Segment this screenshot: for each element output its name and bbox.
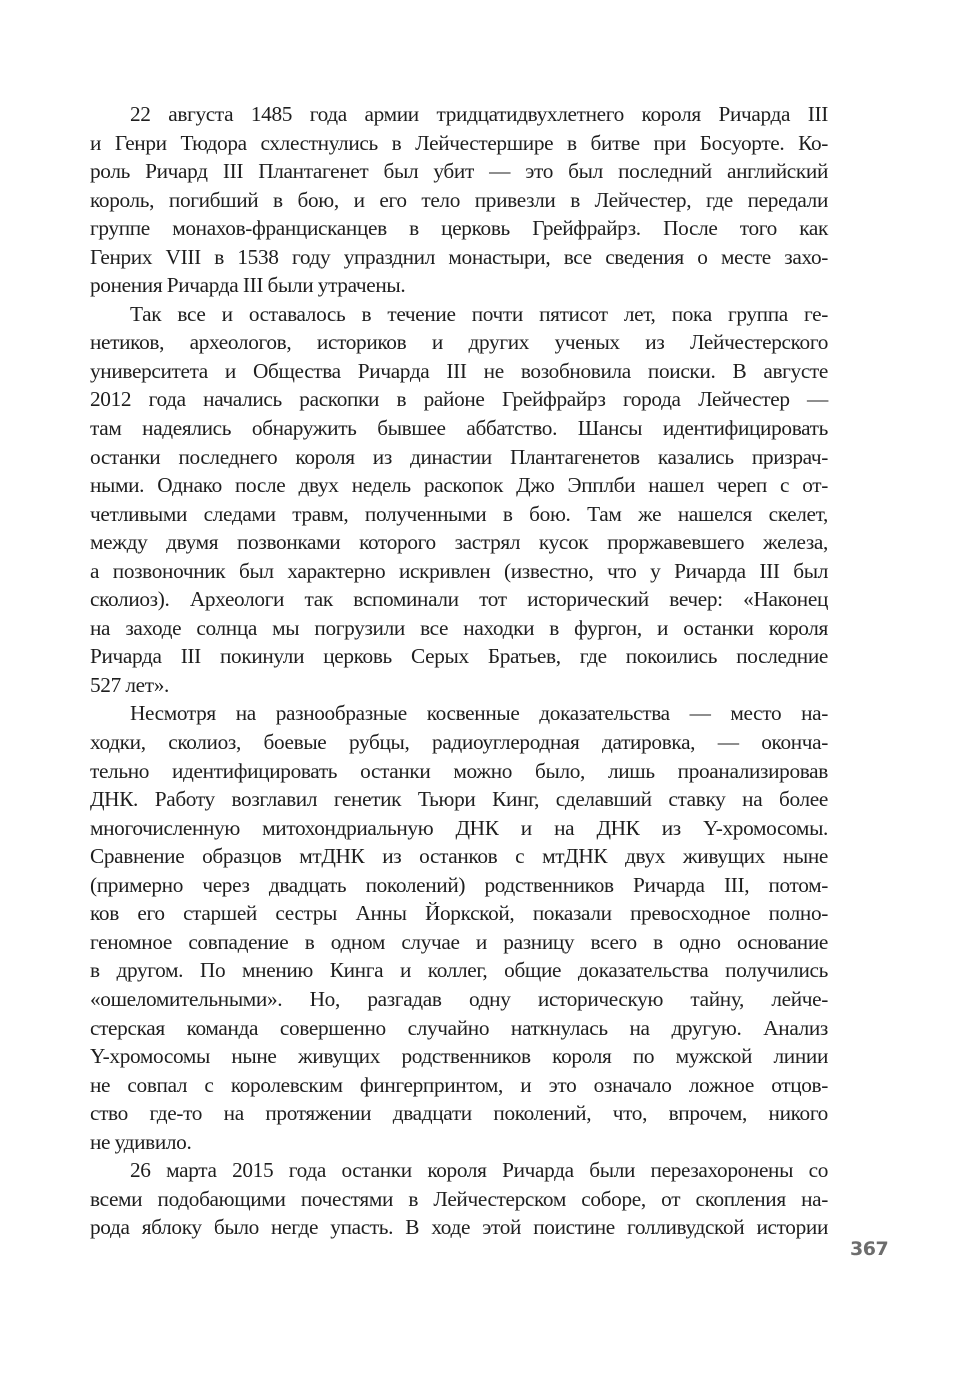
text-line: 2012 года начались раскопки в районе Грейфрайрз города Лейчестер —	[90, 387, 828, 412]
text-line: роль Ричард III Плантагенет был убит — это был последний английский	[90, 159, 828, 184]
text-line: 527 лет».	[90, 672, 169, 697]
text-line: не удивило.	[90, 1129, 192, 1154]
text-line: «ошеломительными». Но, разгадав одну историческую тайну, лейче-	[90, 986, 828, 1011]
text-line: 22 августа 1485 года армии тридцатидвухлетнего короля Ричарда III	[130, 102, 828, 126]
text-line: в другом. По мнению Кинга и коллег, общие доказательства получились	[90, 958, 828, 983]
text-line: ными. Однако после двух недель раскопок Джо Эпплби нашел череп с от-	[90, 473, 828, 498]
text-line: Ричарда III покинули церковь Серых Братьев, где покоились последние	[90, 644, 828, 669]
paragraph-4	[90, 1156, 828, 1242]
text-line: не совпал с королевским фингерпринтом, и это означало ложное отцов-	[90, 1072, 828, 1097]
text-line: всеми подобающими почестями в Лейчестерском соборе, от скопления на-	[90, 1186, 828, 1211]
text-line: 26 марта 2015 года останки короля Ричарда были перезахоронены со	[130, 1158, 828, 1183]
text-line: геномное совпадение в одном случае и разницу всего в одно основание	[90, 929, 828, 954]
text-line: а позвоночник был характерно искривлен (известно, что у Ричарда III был	[90, 558, 828, 583]
text-line: и Генри Тюдора схлестнулись в Лейчестершире в битве при Босуорте. Ко-	[90, 130, 828, 155]
body-text	[90, 100, 828, 1242]
text-line: группе монахов-францисканцев в церковь Грейфрайрз. После того как	[90, 216, 828, 241]
text-line: Так все и оставалось в течение почти пятисот лет, пока группа ге-	[130, 301, 828, 326]
paragraph-2	[90, 300, 828, 700]
paragraph-1	[90, 100, 828, 300]
text-line: ходки, сколиоз, боевые рубцы, радиоуглеродная датировка, — оконча-	[90, 730, 828, 755]
text-line: Сравнение образцов мтДНК из останков с мтДНК двух живущих ныне	[90, 844, 828, 869]
text-line: останки последнего короля из династии Плантагенетов казались призрач-	[90, 444, 828, 469]
text-line: ронения Ричарда III были утрачены.	[90, 273, 406, 298]
text-line: (примерно через двадцать поколений) родственников Ричарда III, потом-	[90, 872, 828, 897]
text-line: ков его старшей сестры Анны Йоркской, показали превосходное полно-	[90, 901, 828, 926]
text-line: нетиков, археологов, историков и других ученых из Лейчестерского	[90, 330, 828, 355]
text-line: четливыми следами травм, полученными в бою. Там же нашелся скелет,	[90, 501, 828, 526]
text-line: король, погибший в бою, и его тело привезли в Лейчестер, где передали	[90, 187, 828, 212]
text-line: рода яблоку было негде упасть. В ходе этой поистине голливудской истории	[90, 1215, 828, 1240]
text-line: на заходе солнца мы погрузили все находки в фургон, и останки короля	[90, 615, 828, 640]
text-line: тельно идентифицировать останки можно было, лишь проанализировав	[90, 758, 828, 783]
text-line: там надеялись обнаружить бывшее аббатство. Шансы идентифицировать	[90, 416, 828, 441]
text-line: ство где-то на протяжении двадцати поколений, что, впрочем, никого	[90, 1101, 828, 1126]
text-line: между двумя позвонками которого застрял кусок проржавевшего железа,	[90, 530, 828, 555]
paragraph-3	[90, 699, 828, 1156]
page-number: 367	[850, 1238, 889, 1260]
text-line: Несмотря на разнообразные косвенные доказательства — место на-	[130, 701, 828, 726]
text-line: многочисленную митохондриальную ДНК и на ДНК из Y-хромосомы.	[90, 815, 828, 840]
text-line: университета и Общества Ричарда III не возобновила поиски. В августе	[90, 358, 828, 383]
text-line: стерская команда совершенно случайно наткнулась на другую. Анализ	[90, 1015, 828, 1040]
text-line: Y-хромосомы ныне живущих родственников короля по мужской линии	[90, 1044, 828, 1069]
text-line: Генрих VIII в 1538 году упразднил монастыри, все сведения о месте захо-	[90, 244, 828, 269]
text-line: ДНК. Работу возглавил генетик Тьюри Кинг, сделавший ставку на более	[90, 787, 828, 812]
text-line: сколиоз). Археологи так вспоминали тот исторический вечер: «Наконец	[90, 587, 828, 612]
